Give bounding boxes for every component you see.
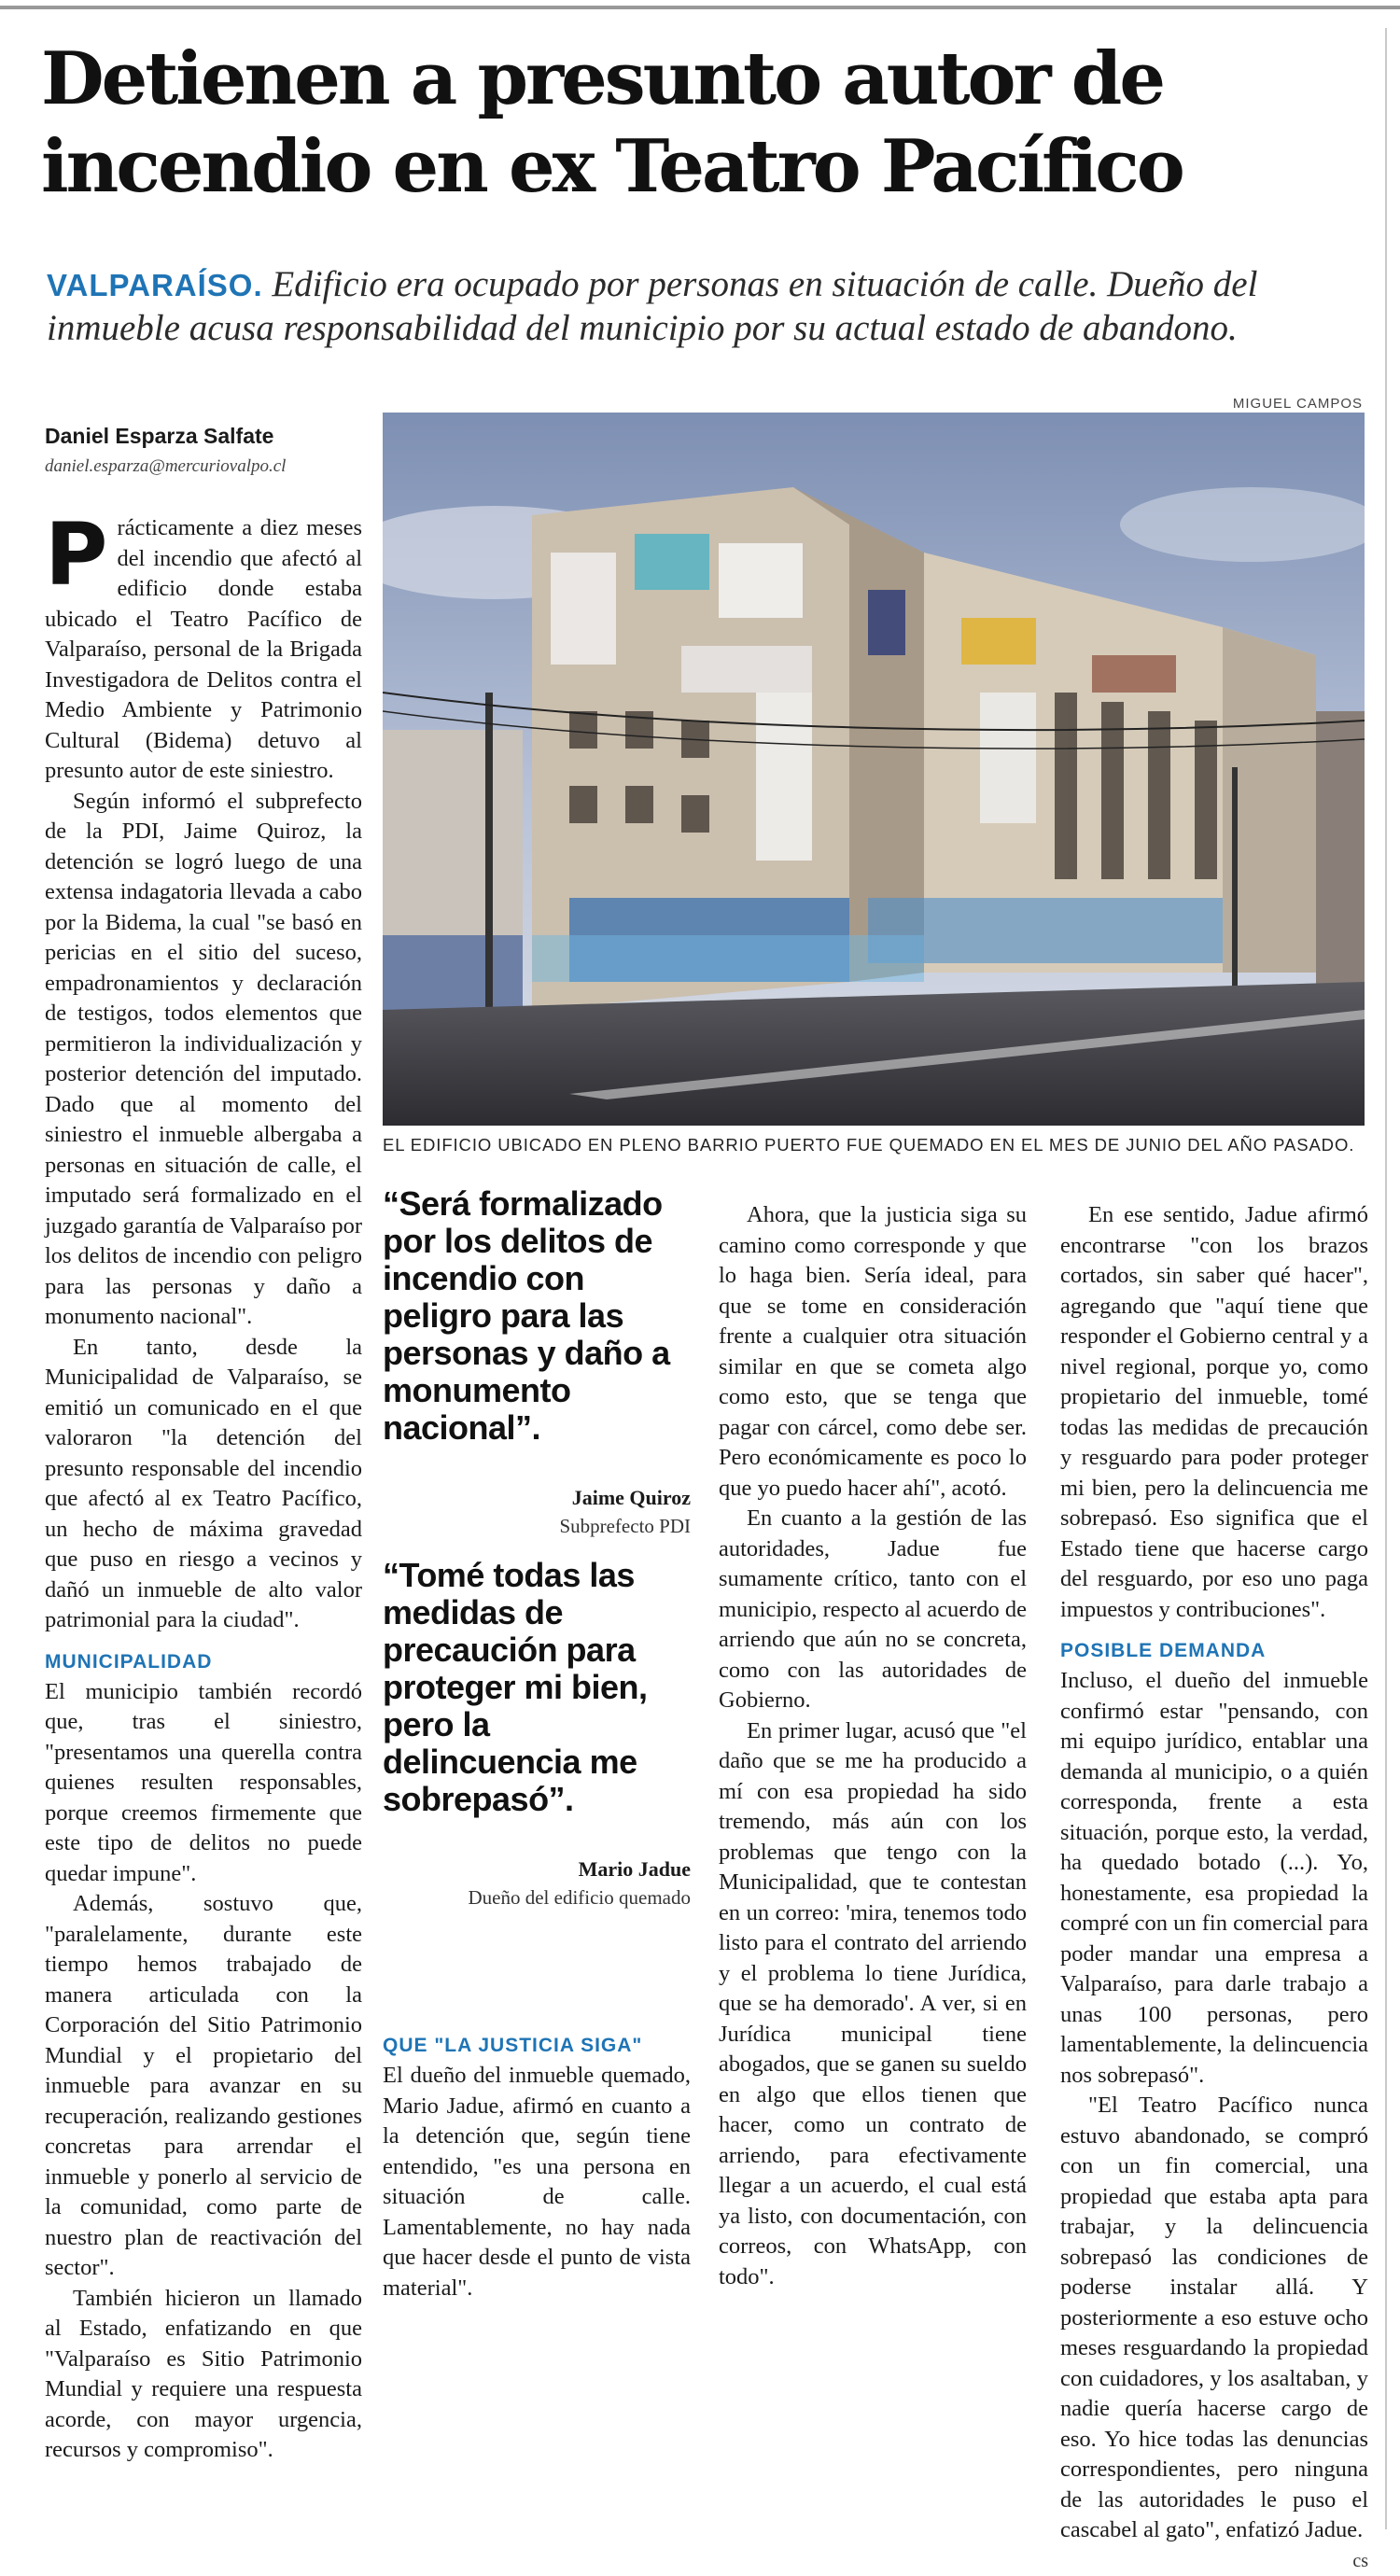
pull-quote-2-text: “Tomé todas las medidas de precaución para proteger mi bien, pero la delincuencia me sobrepasó”. [383,1557,691,1818]
photo-credit: MIGUEL CAMPOS [1223,396,1363,412]
article-column-2 [383,2031,691,2303]
article-column-4 [1060,1200,1368,2576]
paragraph-4: El municipio también recordó que, tras el siniestro, "presentamos una querella contra quienes resulten responsables, porque creemos firmemente que este tipo de delitos no puede quedar impune". [45,1677,362,1890]
building-photo [383,413,1365,1126]
paragraph-13-text: "El Teatro Pacífico nunca estuvo abandonado, se compró con un fin comercial, una propiedad que estaba apta para trabajar, y la delincuencia sobrepasó las condiciones de poderse instalar allá. Y posteriormente a eso estuve ocho meses resguardando la propiedad con cuidadores, y los asaltaban, y nadie quería hacerse cargo de eso. Yo hice todas las denuncias correspondientes, pero ninguna de las autoridades le puso el cascabel al gato", enfatizó Jadue. [1060,2093,1368,2542]
pull-quote-1-name: Jaime Quiroz [383,1484,691,1512]
subhead-justicia: QUE "LA JUSTICIA SIGA" [383,2031,691,2061]
paragraph-8: Ahora, que la justicia siga su camino como corresponde y que lo haga bien. Sería ideal, para que se tome en consideración frente a cualquier otra situación similar en que se cometa algo como esto, que se tenga que pagar con cárcel, como debe ser. Pero económicamente es poco lo que yo puedo hacer ahí", acotó. [719,1200,1027,1504]
paragraph-2: Según informó el subprefecto de la PDI, Jaime Quiroz, la detención se logró luego de una extensa indagatoria llevada a cabo por la Bidema, la cual "se basó en pericias en el sitio del suceso, empadronamientos y declaración de testigos, todos elementos que permitieron la individualización y posterior detención del imputado. Dado que al momento del siniestro el inmueble albergaba a personas en situación de calle, el imputado será formalizado en el juzgado garantía de Valparaíso por los delitos de incendio con peligro para las personas y daño a monumento nacional". [45,787,362,1333]
pull-quote-2-name: Mario Jadue [383,1855,691,1883]
pull-quote-2 [383,1557,691,1911]
pull-quote-1-text: “Será formalizado por los delitos de incendio con peligro para las personas y daño a monumento nacional”. [383,1185,691,1447]
paragraph-10: En primer lugar, acusó que "el daño que se me ha producido a mí con esa propiedad ha sido tremendo, más aún con los problemas que tengo con la Municipalidad, que te contestan en un correo: 'mira, tenemos todo listo para el contrato del arriendo y el problema lo tiene Jurídica, que se ha demorado'. A ver, si en Jurídica municipal tiene abogados, que se ganen su sueldo en algo que ellos tienen que hacer, como un contrato de arriendo, para efectivamente llegar a un acuerdo, el cual está ya listo, con documentación, con correos, con WhatsApp, con todo". [719,1716,1027,2293]
paragraph-9: En cuanto a la gestión de las autoridades, Jadue fue sumamente crítico, tanto con el municipio, respecto al acuerdo de arriendo que aún no se concreta, como con las autoridades de Gobierno. [719,1504,1027,1716]
deck-text: Edificio era ocupado por personas en situación de calle. Dueño del inmueble acusa responsabilidad del municipio por su actual estado de abandono. [47,264,1257,348]
deck [47,263,1363,350]
article-column-1 [45,513,362,2466]
pull-quote-2-role: Dueño del edificio quemado [383,1883,691,1911]
right-rule [1385,28,1387,2529]
end-mark-icon: cs [1324,2546,1368,2576]
drop-cap: P [45,513,117,592]
paragraph-7: El dueño del inmueble quemado, Mario Jadue, afirmó en cuanto a la detención que, según tiene entendido, "es una persona en situación de calle. Lamentablemente, no hay nada que hacer desde el punto de vista material". [383,2061,691,2303]
paragraph-1-text: rácticamente a diez meses del incendio que afectó al edificio donde estaba ubicado el Teatro Pacífico de Valparaíso, personal de la Brigada Investigadora de Delitos contra el Medio Ambiente y Patrimonio Cultural (Bidema) detuvo al presunto autor de este siniestro. [45,515,362,783]
paragraph-11: En ese sentido, Jadue afirmó encontrarse "con los brazos cortados, sin saber qué hacer", agregando que "aquí tiene que responder el Gobierno central y a nivel regional, porque yo, como propietario del inmueble, tomé todas las medidas de precaución y resguardo para poder proteger mi bien, pero la delincuencia me sobrepasó. Eso significa que el Estado tiene que hacerse cargo del resguardo, por eso uno paga impuestos y contribuciones". [1060,1200,1368,1625]
article-column-3 [719,1200,1027,2292]
subhead-demanda: POSIBLE DEMANDA [1060,1636,1368,1666]
paragraph-13 [1060,2091,1368,2546]
photo-caption: EL EDIFICIO UBICADO EN PLENO BARRIO PUERTO FUE QUEMADO EN EL MES DE JUNIO DEL AÑO PASADO. [383,1135,1365,1155]
paragraph-6: También hicieron un llamado al Estado, enfatizando en que "Valparaíso es Sitio Patrimonio Mundial y requiere una respuesta acorde, con mayor urgencia, recursos y compromiso". [45,2284,362,2466]
pull-quote-1-role: Subprefecto PDI [383,1512,691,1540]
paragraph-5: Además, sostuvo que, "paralelamente, durante este tiempo hemos trabajado de manera articulada con la Corporación del Sitio Patrimonio Mundial y el propietario del inmueble para avanzar en su recuperación, realizando gestiones concretas para arrendar el inmueble y ponerlo al servicio de la comunidad, como parte de nuestro plan de reactivación del sector". [45,1889,362,2284]
headline: Detienen a presunto autor de incendio en ex Teatro Pacífico [41,35,1366,211]
deck-place: VALPARAÍSO. [47,268,263,302]
author-email: daniel.esparza@mercuriovalpo.cl [45,454,362,480]
top-rule [0,6,1400,9]
author-name: Daniel Esparza Salfate [45,422,362,450]
subhead-municipalidad: MUNICIPALIDAD [45,1647,362,1677]
pull-quote-1 [383,1185,691,1540]
paragraph-12: Incluso, el dueño del inmueble confirmó estar "pensando, con mi equipo jurídico, entablar una demanda al municipio, o a quién corresponda, frente a esta situación, porque esto, la verdad, ha quedado botado (...). Yo, honestamente, esa propiedad la compré con un fin comercial para poder mandar una empresa a Valparaíso, para darle trabajo a unas 100 personas, pero lamentablemente, la delincuencia nos sobrepasó". [1060,1666,1368,2091]
byline [45,422,362,480]
paragraph-1 [45,513,362,787]
paragraph-3: En tanto, desde la Municipalidad de Valparaíso, se emitió un comunicado en el que valoraron "la detención del presunto responsable del incendio que afectó al ex Teatro Pacífico, un hecho de máxima gravedad que puso en riesgo a vecinos y dañó un inmueble de alto valor patrimonial para la ciudad". [45,1333,362,1636]
